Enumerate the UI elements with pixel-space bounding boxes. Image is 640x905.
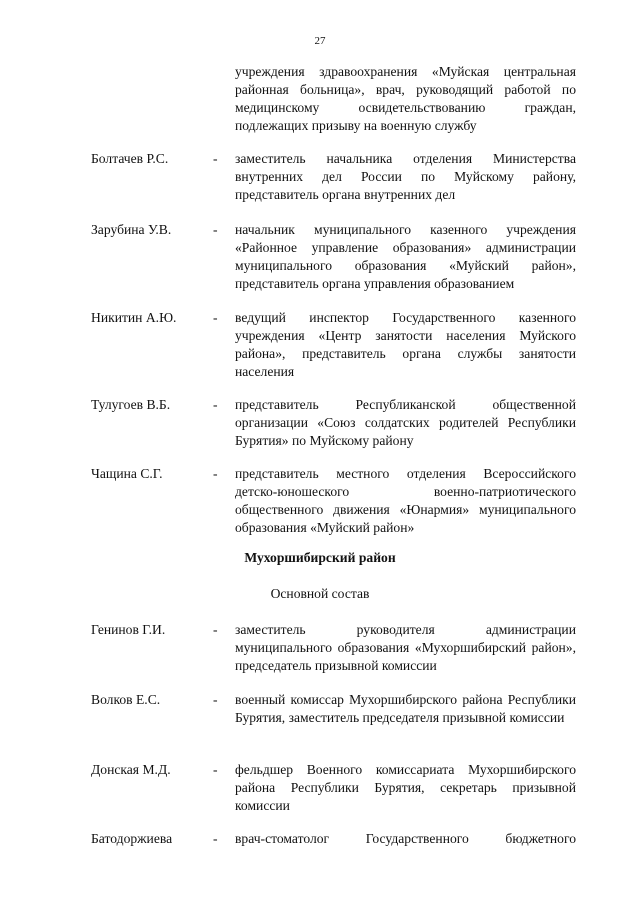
dash-separator: - — [213, 397, 218, 412]
member-name: Болтачев Р.С. — [91, 151, 169, 166]
district-heading: Мухоршибирский район — [244, 550, 396, 565]
dash-separator: - — [213, 310, 218, 325]
dash-separator: - — [213, 622, 218, 637]
entry-description: учреждения здравоохранения «Муйская центральная районная больница», врач, руководящий работой по медицинскому освидетельствованию граждан, подлежащих призыву на военную службу — [235, 64, 576, 133]
member-name: Батодоржиева — [91, 831, 173, 846]
dash-separator: - — [213, 692, 218, 707]
member-description: ведущий инспектор Государственного казенного учреждения «Центр занятости населения Муйского района», представитель органа службы занятости населения — [235, 310, 576, 379]
member-description: врач-стоматолог Государственного бюджетного — [235, 831, 576, 846]
member-name: Волков Е.С. — [91, 692, 161, 707]
member-name: Генинов Г.И. — [91, 622, 166, 637]
member-description: фельдшер Военного комиссариата Мухоршибирского района Республики Бурятия, секретарь призывной комиссии — [235, 762, 576, 813]
member-description: представитель местного отделения Всероссийского детско-юношеского военно-патриотического общественного движения «Юнармия» муниципального образования «Муйский район» — [235, 466, 576, 535]
dash-separator: - — [213, 762, 218, 777]
member-description: начальник муниципального казенного учреждения «Районное управление образования» администрации муниципального образования «Муйский район», представитель органа управления образованием — [235, 222, 576, 291]
member-name: Донская М.Д. — [91, 762, 171, 777]
member-name: Тулугоев В.Б. — [91, 397, 171, 412]
dash-separator: - — [213, 466, 218, 481]
member-name: Зарубина У.В. — [91, 222, 172, 237]
composition-heading: Основной состав — [270, 586, 370, 601]
member-name: Чащина С.Г. — [91, 466, 163, 481]
member-description: представитель Республиканской общественной организации «Союз солдатских родителей Республики Бурятия» по Муйскому району — [235, 397, 576, 448]
member-description: заместитель начальника отделения Министерства внутренних дел России по Муйскому району, представитель органа внутренних дел — [235, 151, 576, 202]
dash-separator: - — [213, 151, 218, 166]
member-description: заместитель руководителя администрации муниципального образования «Мухоршибирский район», председатель призывной комиссии — [235, 622, 576, 673]
dash-separator: - — [213, 831, 218, 846]
member-name: Никитин А.Ю. — [91, 310, 177, 325]
page-number: 27 — [314, 35, 326, 47]
dash-separator: - — [213, 222, 218, 237]
member-description: военный комиссар Мухоршибирского района Республики Бурятия, заместитель председателя призывной комиссии — [235, 692, 576, 725]
